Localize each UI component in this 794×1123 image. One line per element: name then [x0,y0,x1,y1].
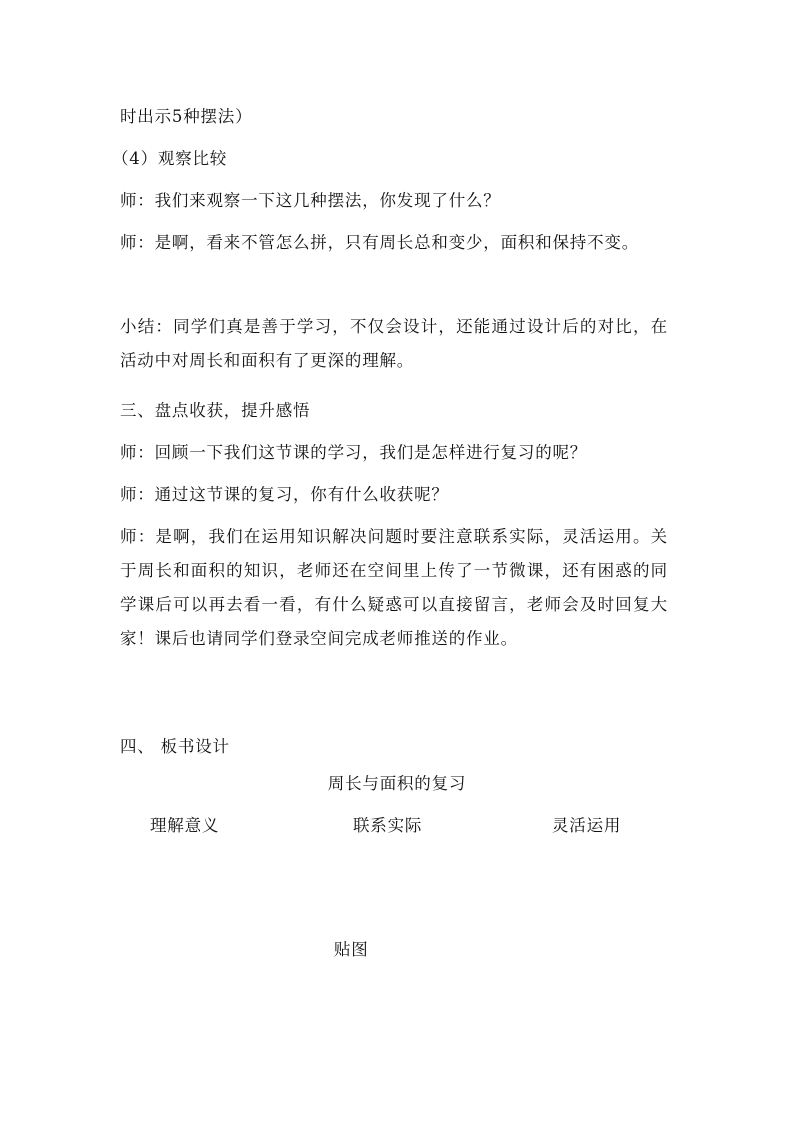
board-note-paste-picture: 贴图 [334,940,369,959]
paragraph-teacher-closing: 师：是啊，我们在运用知识解决问题时要注意联系实际，灵活运用。关于周长和面积的知识，老师还在空间里上传了一节微课，还有困惑的同学课后可以再去看一看，有什么疑惑可以直接留言，老师会及时回复大家！课后也请同学们登录空间完成老师推送的作业。 [120,527,668,648]
board-item-connect-reality: 联系实际 [353,816,423,835]
paragraph-summary: 小结：同学们真是善于学习，不仅会设计，还能通过设计后的对比，在活动中对周长和面积有了更深的理解。 [120,317,668,370]
paragraph-teacher-review: 师：回顾一下我们这节课的学习，我们是怎样进行复习的呢？ [120,443,588,462]
paragraph-teacher-harvest: 师：通过这节课的复习，你有什么收获呢？ [120,485,449,504]
board-item-understand-meaning: 理解意义 [150,816,220,835]
section-heading-observe-compare: （4）观察比较 [112,149,228,168]
paragraph-teacher-perimeter-area: 师：是啊，看来不管怎么拼，只有周长总和变少，面积和保持不变。 [120,233,639,252]
paragraph-teacher-observe: 师：我们来观察一下这几种摆法，你发现了什么？ [120,191,501,210]
board-title: 周长与面积的复习 [327,774,467,793]
board-item-flexible-use: 灵活运用 [552,816,622,835]
section-heading-board-design: 四、 板书设计 [120,737,230,756]
paragraph-continuation: 时出示5种摆法） [120,107,253,126]
section-heading-review-gains: 三、盘点收获，提升感悟 [120,401,311,420]
